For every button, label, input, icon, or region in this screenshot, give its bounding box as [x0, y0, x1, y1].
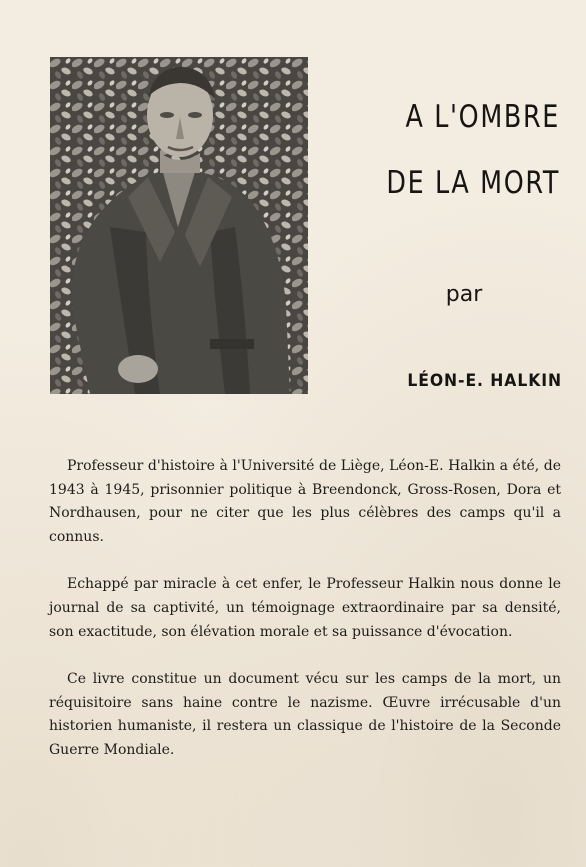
by-label: par	[445, 282, 483, 307]
book-title	[380, 84, 560, 216]
author-portrait-photo	[50, 57, 308, 394]
blurb-paragraph-2: Echappé par miracle à cet enfer, le Professeur Halkin nous donne le journal de sa captivité, un témoignage extraordinaire par sa densité, son exactitude, son élévation morale et sa puissance d'évocation.	[49, 576, 561, 640]
title-line-1: A L'OMBRE	[405, 99, 560, 135]
author-name: LÉON-E. HALKIN	[407, 371, 562, 391]
title-line-2: DE LA MORT	[386, 165, 560, 201]
blurb-paragraph-1: Professeur d'histoire à l'Université de Liège, Léon-E. Halkin a été, de 1943 à 1945, prisonnier politique à Breendonck, Gross-Rosen, Dora et Nordhausen, pour ne citer que les plus célèbres des camps qu'il a connus.	[49, 458, 561, 545]
blurb-paragraph-3: Ce livre constitue un document vécu sur les camps de la mort, un réquisitoire sans haine contre le nazisme. Œuvre irrécusable d'un historien humaniste, il restera un classique de l'histoire de la Seconde Guerre Mondiale.	[49, 671, 561, 758]
blurb	[49, 455, 561, 787]
